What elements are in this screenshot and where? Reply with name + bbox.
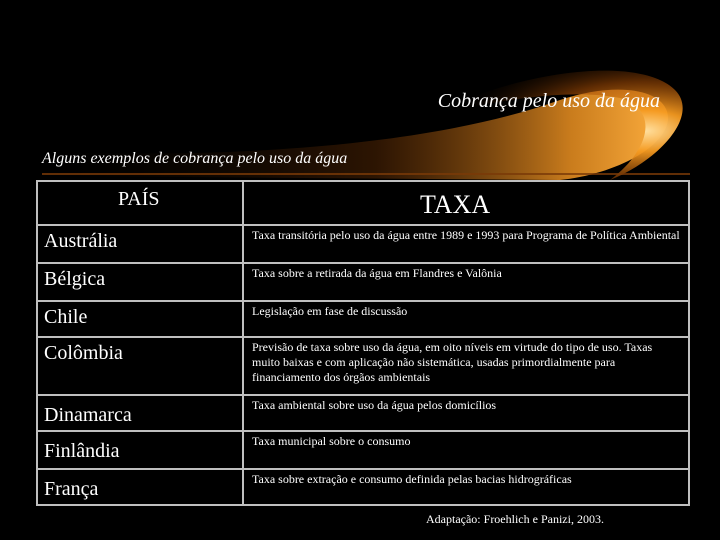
rate-cell: Taxa sobre extração e consumo definida pelas bacias hidrográficas bbox=[243, 469, 689, 505]
country-cell: Colômbia bbox=[37, 337, 243, 395]
country-cell: Chile bbox=[37, 301, 243, 337]
table-row bbox=[37, 395, 689, 431]
rate-cell: Taxa sobre a retirada da água em Flandres e Valônia bbox=[243, 263, 689, 301]
slide-title: Cobrança pelo uso da água bbox=[437, 90, 660, 112]
table-row bbox=[37, 431, 689, 469]
header-country: PAÍS bbox=[37, 181, 243, 225]
country-cell: Austrália bbox=[37, 225, 243, 263]
country-cell: França bbox=[37, 469, 243, 505]
rate-cell: Taxa ambiental sobre uso da água pelos domicílios bbox=[243, 395, 689, 431]
header-rate: TAXA bbox=[243, 181, 689, 225]
rate-cell: Previsão de taxa sobre uso da água, em oito níveis em virtude do tipo de uso. Taxas muito baixas e com aplicação não sistemática, usadas primordialmente para financiamento dos órgãos ambientais bbox=[243, 337, 689, 395]
water-charge-table bbox=[36, 180, 690, 506]
slide-subtitle: Alguns exemplos de cobrança pelo uso da água bbox=[42, 150, 348, 167]
table-row bbox=[37, 301, 689, 337]
rate-cell: Taxa municipal sobre o consumo bbox=[243, 431, 689, 469]
country-cell: Bélgica bbox=[37, 263, 243, 301]
country-cell: Dinamarca bbox=[37, 395, 243, 431]
table-row bbox=[37, 337, 689, 395]
table-row bbox=[37, 263, 689, 301]
table-row bbox=[37, 469, 689, 505]
table-row bbox=[37, 225, 689, 263]
source-citation: Adaptação: Froehlich e Panizi, 2003. bbox=[426, 512, 604, 526]
table-header-row bbox=[37, 181, 689, 225]
rate-cell: Taxa transitória pelo uso da água entre 1989 e 1993 para Programa de Política Ambiental bbox=[243, 225, 689, 263]
country-cell: Finlândia bbox=[37, 431, 243, 469]
rate-cell: Legislação em fase de discussão bbox=[243, 301, 689, 337]
